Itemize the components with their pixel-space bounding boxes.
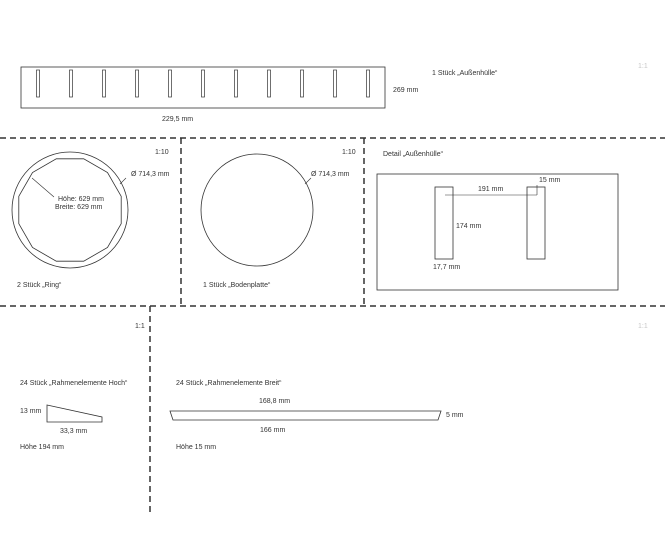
aussenhuelle-slot	[103, 70, 106, 97]
bottom-page-number: 1:1	[638, 323, 648, 330]
detail-spacing-label: 191 mm	[478, 186, 504, 193]
detail-left-post	[435, 187, 453, 259]
aussenhuelle-slot	[367, 70, 370, 97]
detail-height-label: 174 mm	[456, 223, 482, 230]
detail-title: Detail „Außenhülle“	[383, 151, 443, 158]
ring-width-label: Breite: 629 mm	[55, 204, 103, 211]
aussenhuelle-slot	[70, 70, 73, 97]
bodenplatte-caption: 1 Stück „Bodenplatte“	[203, 282, 271, 289]
aussenhuelle-slot	[334, 70, 337, 97]
rahmen-hoch-shape	[47, 405, 102, 422]
rahmen-breit-bottom-label: 166 mm	[260, 427, 286, 434]
bodenplatte-circle	[201, 154, 313, 266]
ring-scale-label: 1:10	[155, 149, 169, 156]
ring-diameter-label: Ø 714,3 mm	[131, 171, 170, 178]
rahmen-breit-caption: 24 Stück „Rahmenelemente Breit“	[176, 380, 282, 387]
rahmen-hoch-caption: 24 Stück „Rahmenelemente Hoch“	[20, 380, 128, 387]
bottom-scale-label: 1:1	[135, 323, 145, 330]
aussenhuelle-width-label: 229,5 mm	[162, 116, 194, 123]
ring-size-leader	[32, 178, 54, 197]
rahmen-breit-shape	[170, 411, 441, 420]
rahmen-hoch-bottom-label: 33,3 mm	[60, 428, 88, 435]
aussenhuelle-strip	[21, 67, 385, 108]
aussenhuelle-slot	[169, 70, 172, 97]
ring-height-label: Höhe: 629 mm	[58, 196, 104, 203]
aussenhuelle-caption: 1 Stück „Außenhülle“	[432, 70, 498, 77]
aussenhuelle-slot	[301, 70, 304, 97]
aussenhuelle-height-label: 269 mm	[393, 87, 419, 94]
detail-right-post	[527, 187, 545, 259]
detail-width-label: 17,7 mm	[433, 264, 461, 271]
aussenhuelle-slot	[136, 70, 139, 97]
rahmen-breit-right-label: 5 mm	[446, 412, 464, 419]
rahmen-breit-top-label: 168,8 mm	[259, 398, 291, 405]
aussenhuelle-slots	[37, 70, 370, 97]
rahmen-hoch-height-note: Höhe 194 mm	[20, 444, 64, 451]
rahmen-breit-height-note: Höhe 15 mm	[176, 444, 217, 451]
ring-caption: 2 Stück „Ring“	[17, 282, 62, 289]
rahmen-hoch-left-label: 13 mm	[20, 408, 42, 415]
ring-diameter-leader	[120, 178, 126, 184]
bodenplatte-scale-label: 1:10	[342, 149, 356, 156]
aussenhuelle-slot	[37, 70, 40, 97]
top-page-number: 1:1	[638, 63, 648, 70]
detail-top-label: 15 mm	[539, 177, 561, 184]
aussenhuelle-slot	[235, 70, 238, 97]
aussenhuelle-slot	[202, 70, 205, 97]
aussenhuelle-slot	[268, 70, 271, 97]
bodenplatte-diameter-label: Ø 714,3 mm	[311, 171, 350, 178]
